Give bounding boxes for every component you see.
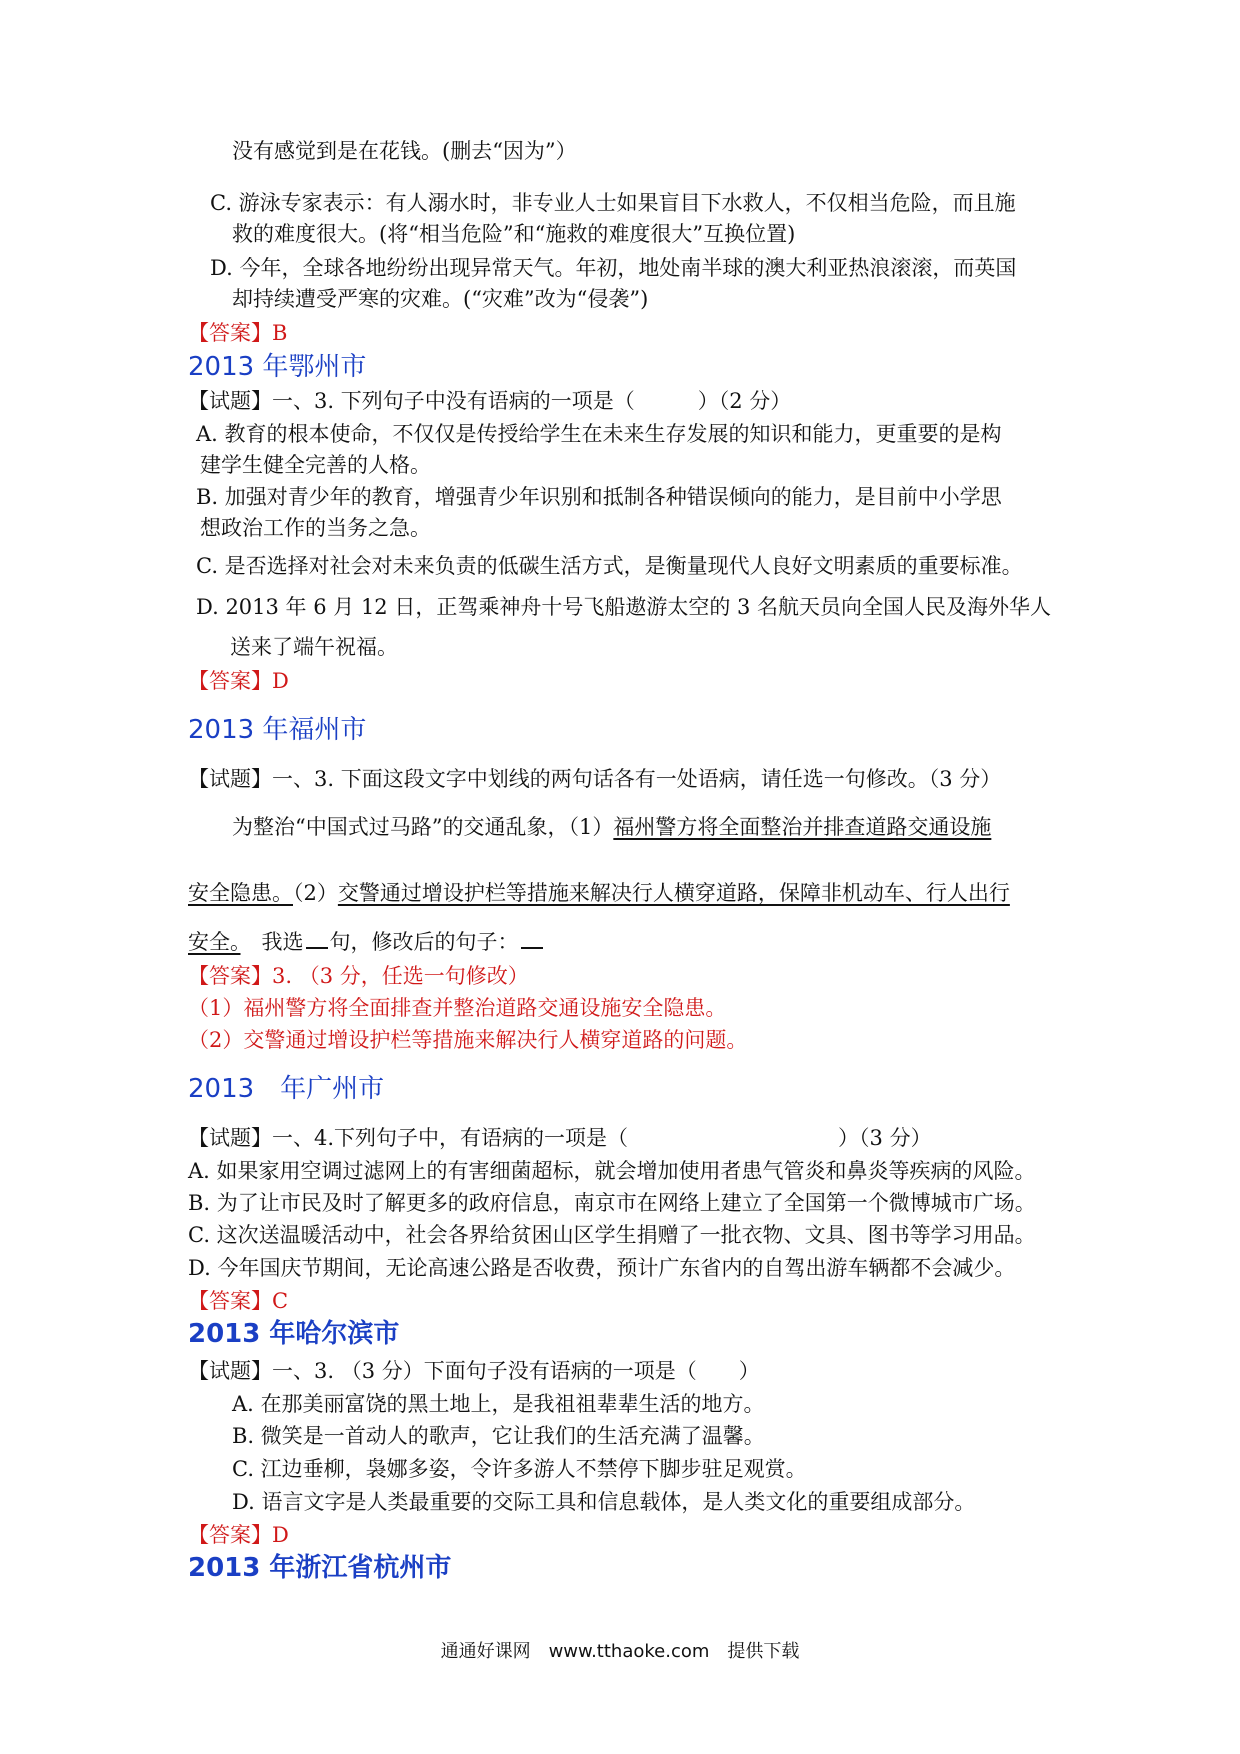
option-a-line-cont: 建学生健全完善的人格。 (200, 453, 431, 477)
paragraph-line (188, 927, 545, 957)
page-footer: 通通好课网 www.tthaoke.com 提供下载 (440, 1641, 800, 1662)
option-d-line-cont: 却持续遭受严寒的灾难。(“灾难”改为“侵袭”) (232, 287, 649, 311)
option-d-line: D. 今年国庆节期间，无论高速公路是否收费，预计广东省内的自驾出游车辆都不会减少。 (188, 1256, 1016, 1280)
answer-detail: （1）福州警方将全面排查并整治道路交通设施安全隐患。 (188, 996, 727, 1020)
answer-value: C (272, 1289, 289, 1313)
paragraph-line (188, 878, 1010, 908)
option-a-line: A. 教育的根本使命，不仅仅是传授给学生在未来生存发展的知识和能力，更重要的是构 (196, 422, 1002, 446)
text-line: 没有感觉到是在花钱。(删去“因为”） (232, 139, 577, 163)
section-heading-harbin: 2013 年哈尔滨市 (188, 1319, 400, 1349)
option-b-line: B. 加强对青少年的教育，增强青少年识别和抵制各种错误倾向的能力，是目前中小学思 (196, 485, 1002, 509)
fill-blank (521, 929, 543, 949)
answer-value: D (272, 669, 289, 693)
option-c-line: C. 是否选择对社会对未来负责的低碳生活方式，是衡量现代人良好文明素质的重要标准。 (196, 554, 1023, 578)
underlined-sentence: 安全。 (188, 930, 241, 954)
option-d-line: D. 2013 年 6 月 12 日，正驾乘神舟十号飞船遨游太空的 3 名航天员向全国人民及海外华人 (196, 595, 1052, 619)
answer-line (188, 1520, 289, 1550)
option-c-line: C. 这次送温暖活动中，社会各界给贫困山区学生捐赠了一批衣物、文具、图书等学习用品。 (188, 1223, 1036, 1247)
answer-label: 【答案】 (188, 669, 272, 693)
question-line: 【试题】一、4.下列句子中，有语病的一项是（ ）（3 分） (188, 1126, 932, 1150)
answer-label: 【答案】 (188, 1523, 272, 1547)
section-heading-guangzhou: 2013 年广州市 (188, 1074, 385, 1104)
underlined-sentence: 福州警方将全面整治并排查道路交通设施 (613, 815, 992, 839)
answer-value: B (272, 321, 288, 345)
option-d-line: D. 语言文字是人类最重要的交际工具和信息载体，是人类文化的重要组成部分。 (232, 1490, 976, 1514)
answer-line (188, 961, 529, 991)
answer-detail: （2）交警通过增设护栏等措施来解决行人横穿道路的问题。 (188, 1028, 748, 1052)
option-c-line: C. 游泳专家表示：有人溺水时，非专业人士如果盲目下水救人，不仅相当危险，而且施 (210, 191, 1016, 215)
answer-label: 【答案】 (188, 1289, 272, 1313)
option-b-line-cont: 想政治工作的当务之急。 (200, 516, 431, 540)
underlined-sentence: 交警通过增设护栏等措施来解决行人横穿道路，保障非机动车、行人出行 (337, 881, 1010, 905)
option-d-line-cont: 送来了端午祝福。 (230, 635, 398, 659)
paragraph-text: 我选 (240, 930, 304, 954)
option-a-line: A. 在那美丽富饶的黑土地上，是我祖祖辈辈生活的地方。 (232, 1392, 765, 1416)
option-b-line: B. 为了让市民及时了解更多的政府信息，南京市在网络上建立了全国第一个微博城市广场。 (188, 1191, 1036, 1215)
option-c-line-cont: 救的难度很大。(将“相当危险”和“施救的难度很大”互换位置) (232, 222, 796, 246)
answer-line (188, 666, 289, 696)
option-c-line: C. 江边垂柳，袅娜多姿，令许多游人不禁停下脚步驻足观赏。 (232, 1457, 807, 1481)
section-heading-fuzhou: 2013 年福州市 (188, 715, 367, 745)
paragraph-text: 句，修改后的句子： (329, 930, 519, 954)
question-line: 【试题】一、3. 下面这段文字中划线的两句话各有一处语病，请任选一句修改。（3 分） (188, 767, 1002, 791)
option-b-line: B. 微笑是一首动人的歌声，它让我们的生活充满了温馨。 (232, 1424, 765, 1448)
option-d-line: D. 今年，全球各地纷纷出现异常天气。年初，地处南半球的澳大利亚热浪滚滚，而英国 (210, 256, 1017, 280)
answer-label: 【答案】 (188, 321, 272, 345)
section-heading-hangzhou: 2013 年浙江省杭州市 (188, 1553, 452, 1583)
section-heading-ezhou: 2013 年鄂州市 (188, 352, 367, 382)
paragraph-line (232, 812, 991, 842)
question-line: 【试题】一、3. （3 分）下面句子没有语病的一项是（ ） (188, 1359, 760, 1383)
paragraph-text: （2） (293, 881, 338, 905)
answer-line (188, 318, 287, 348)
answer-label: 【答案】 (188, 964, 272, 988)
paragraph-text: 为整治“中国式过马路”的交通乱象，（1） (232, 815, 614, 839)
underlined-sentence: 安全隐患。 (188, 881, 293, 905)
question-line: 【试题】一、3. 下列句子中没有语病的一项是（ ）（2 分） (188, 389, 792, 413)
option-a-line: A. 如果家用空调过滤网上的有害细菌超标，就会增加使用者患气管炎和鼻炎等疾病的风险。 (188, 1159, 1036, 1183)
answer-line (188, 1286, 288, 1316)
answer-value: 3. （3 分，任选一句修改） (272, 964, 529, 988)
fill-blank (306, 929, 328, 949)
answer-value: D (272, 1523, 289, 1547)
